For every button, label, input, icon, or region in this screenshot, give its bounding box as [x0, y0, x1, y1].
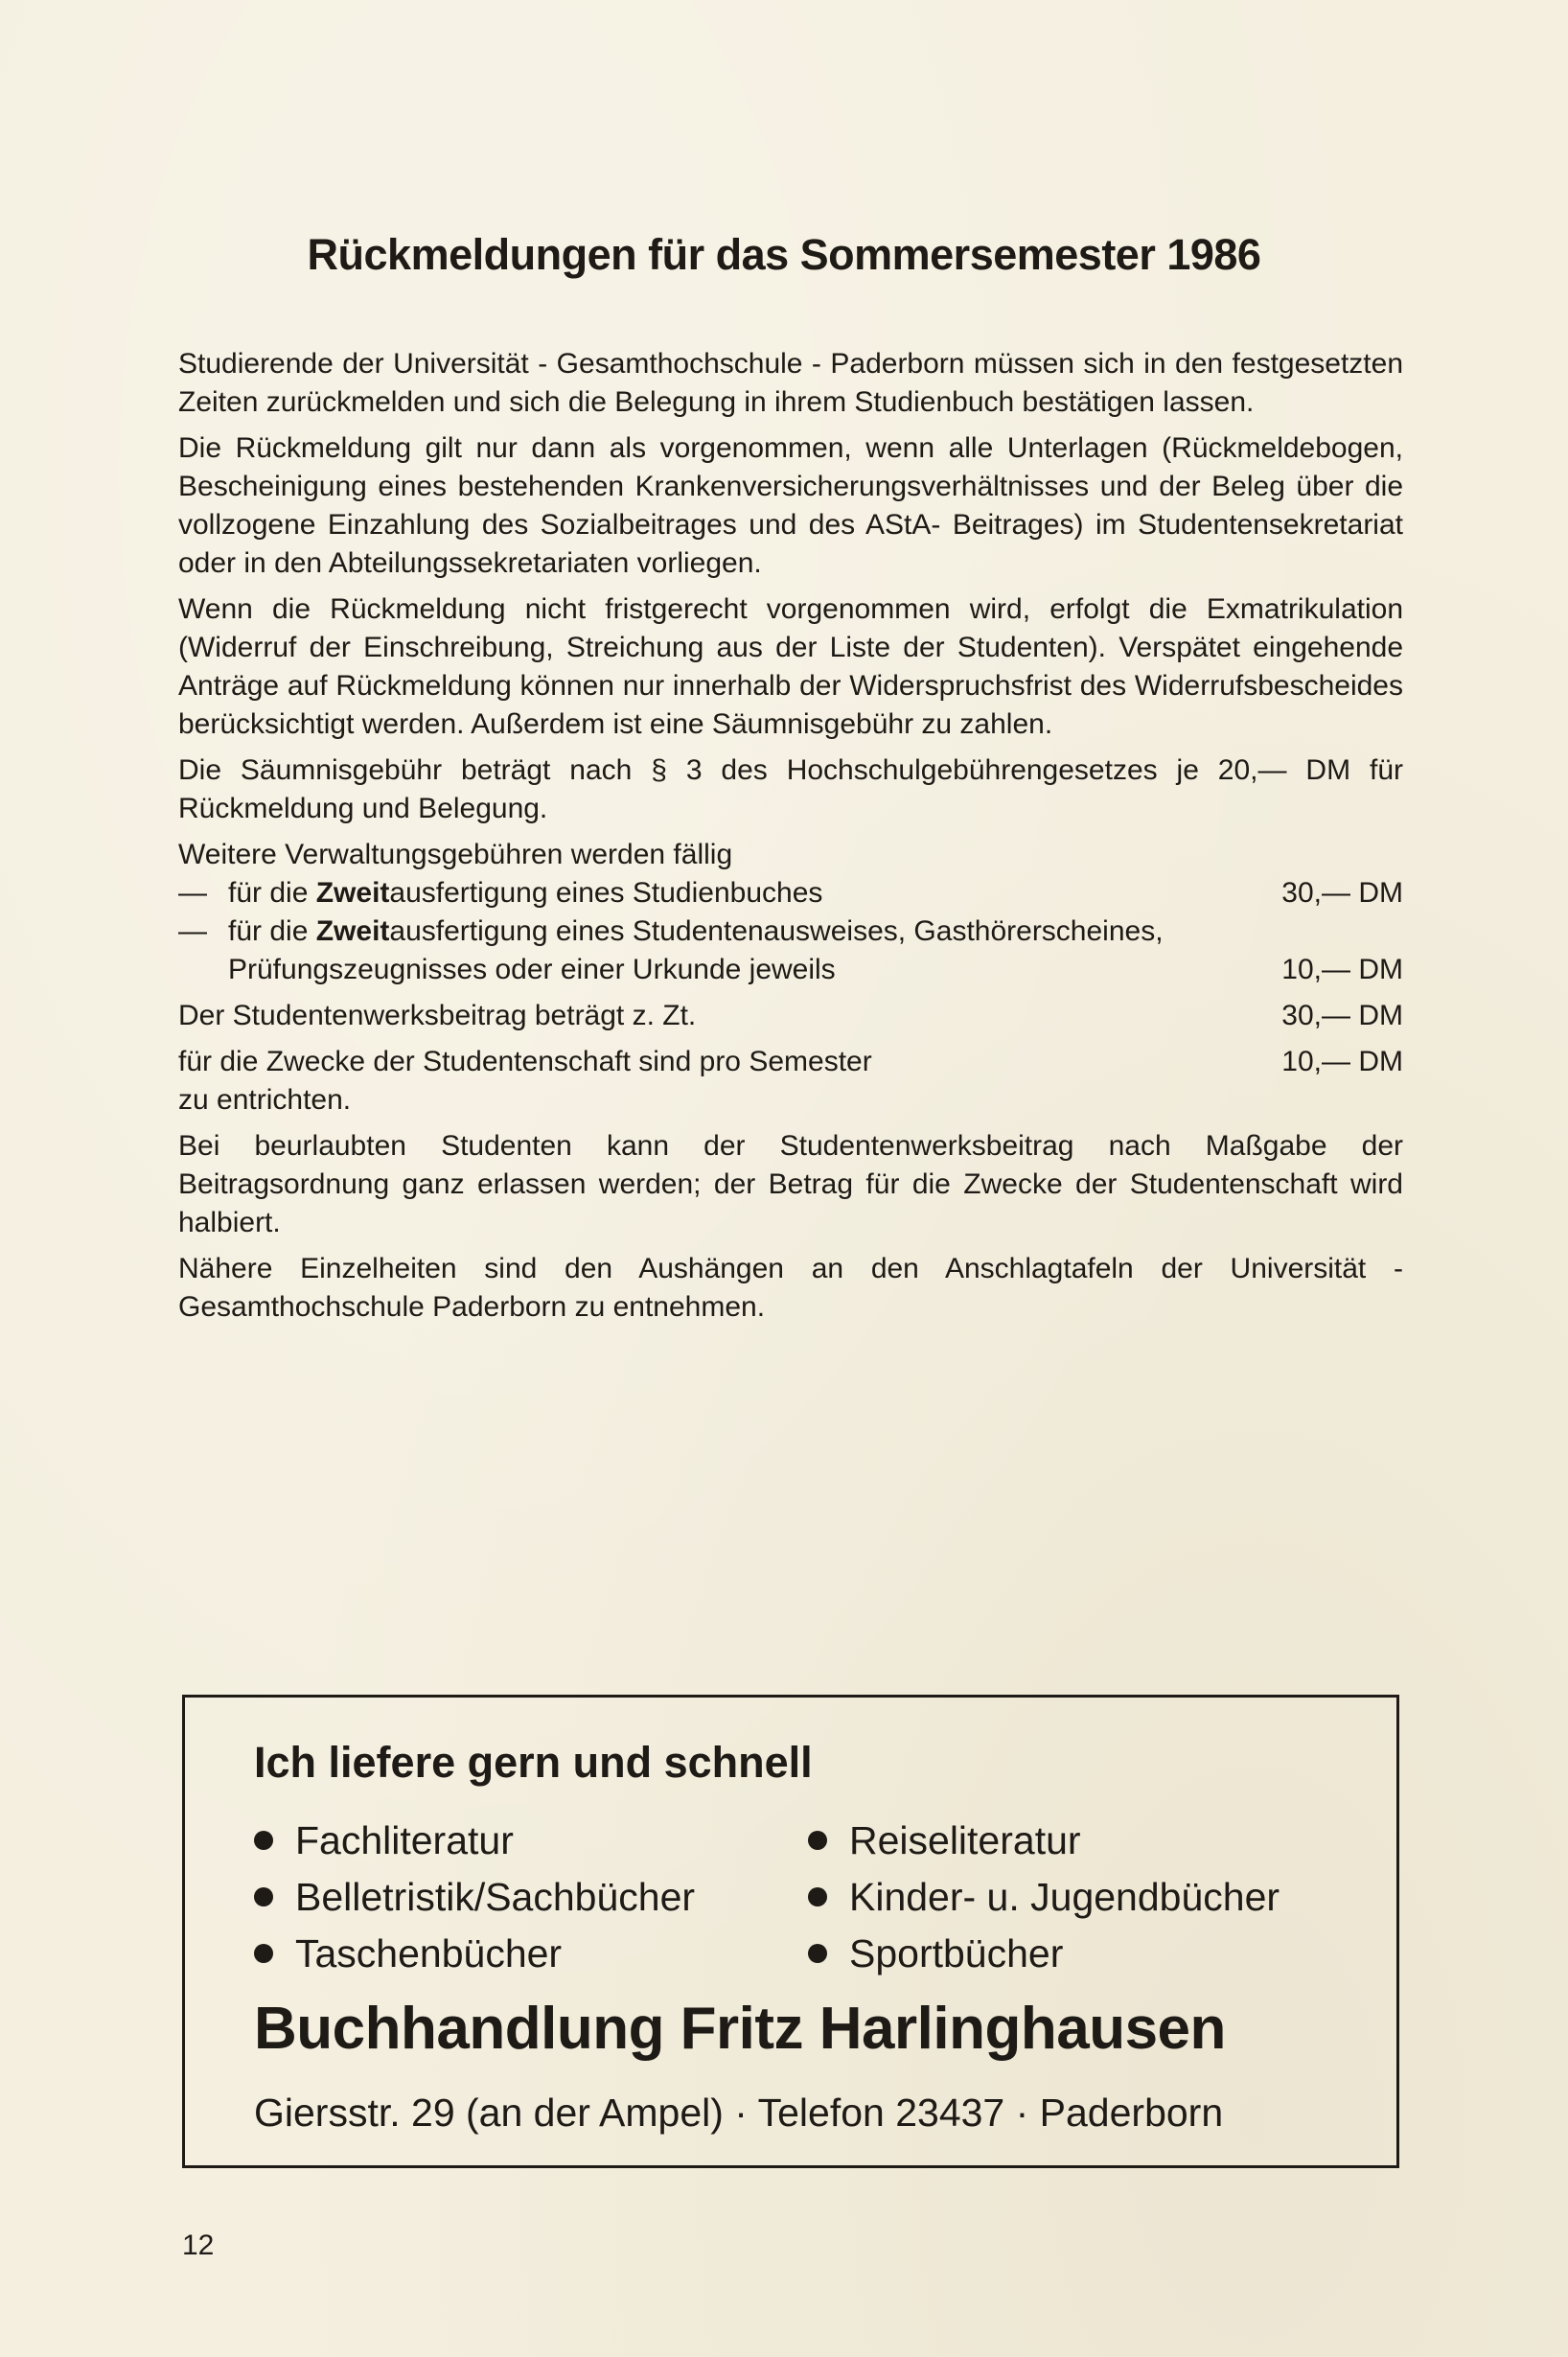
fee-list	[178, 836, 1403, 1120]
list-item: Taschenbücher	[254, 1928, 808, 1979]
fee-amount: 10,— DM	[1281, 1046, 1403, 1077]
bullet-icon	[254, 1944, 273, 1963]
page-number: 12	[182, 2230, 215, 2261]
fee-row	[178, 874, 1403, 913]
fee-row	[178, 913, 1403, 989]
fee-description: für die Zweitausfertigung eines Studienbuches	[228, 877, 823, 909]
paragraph: Nähere Einzelheiten sind den Aushängen an den Anschlagtafeln der Universität - Gesamthochschule Paderborn zu entnehmen.	[178, 1253, 1403, 1323]
shop-address: Giersstr. 29 (an der Ampel) · Telefon 23437 · Paderborn	[254, 2091, 1224, 2135]
bullet-icon	[254, 1831, 273, 1850]
ad-item-list	[254, 1814, 1356, 1979]
list-item: Kinder- u. Jugendbücher	[808, 1871, 1345, 1923]
fee-row	[178, 1043, 1403, 1081]
fee-amount: 30,— DM	[1281, 1000, 1403, 1031]
paragraph: Die Säumnisgebühr beträgt nach § 3 des Hochschulgebührengesetzes je 20,— DM für Rückmeldung und Belegung.	[178, 754, 1403, 824]
fee-amount: 30,— DM	[1281, 877, 1403, 909]
dash: —	[178, 877, 207, 909]
paragraph: Studierende der Universität - Gesamthochschule - Paderborn müssen sich in den festgesetzten Zeiten zurückmelden und sich die Belegung in ihrem Studienbuch bestätigen lassen.	[178, 348, 1403, 418]
paragraph: Bei beurlaubten Studenten kann der Studentenwerksbeitrag nach Maßgabe der Beitragsordnung ganz erlassen werden; der Betrag für die Zwecke der Studentenschaft wird halbiert.	[178, 1130, 1403, 1238]
advertisement-box	[182, 1695, 1399, 2168]
shop-name: Buchhandlung Fritz Harlinghausen	[254, 1996, 1226, 2062]
list-item: Belletristik/Sachbücher	[254, 1871, 808, 1923]
dash: —	[178, 915, 207, 947]
article-body	[178, 345, 1403, 1334]
fee-description: für die Zweitausfertigung eines Studentenausweises, Gasthörerscheines, Prüfungszeugnisses oder einer Urkunde jeweils	[228, 915, 1164, 985]
bullet-icon	[808, 1887, 827, 1906]
list-item: Fachliteratur	[254, 1814, 808, 1866]
fee-row	[178, 997, 1403, 1035]
list-item: Reiseliteratur	[808, 1814, 1345, 1866]
bullet-icon	[808, 1944, 827, 1963]
bullet-icon	[254, 1887, 273, 1906]
fee-intro: Weitere Verwaltungsgebühren werden fällig	[178, 839, 733, 870]
fee-description: Der Studentenwerksbeitrag beträgt z. Zt.	[178, 1000, 697, 1031]
fee-tail: zu entrichten.	[178, 1084, 352, 1116]
list-item: Sportbücher	[808, 1928, 1345, 1979]
paragraph: Wenn die Rückmeldung nicht fristgerecht vorgenommen wird, erfolgt die Exmatrikulation (Widerruf der Einschreibung, Streichung aus der Liste der Studenten). Verspätet eingehende Anträge auf Rückmeldung können nur innerhalb der Widerspruchsfrist des Widerrufsbescheides berücksichtigt werden. Außerdem ist eine Säumnisgebühr zu zahlen.	[178, 593, 1403, 740]
article-title: Rückmeldungen für das Sommersemester 1986	[307, 230, 1261, 279]
paragraph: Die Rückmeldung gilt nur dann als vorgenommen, wenn alle Unterlagen (Rückmeldebogen, Bescheinigung eines bestehenden Krankenversicherungsverhältnisses und der Beleg über die vollzogene Einzahlung des Sozialbeitrages und des AStA- Beitrages) im Studentensekretariat oder in den Abteilungssekretariaten vorliegen.	[178, 432, 1403, 579]
fee-amount: 10,— DM	[1281, 954, 1403, 985]
ad-heading: Ich liefere gern und schnell	[254, 1738, 813, 1787]
bullet-icon	[808, 1831, 827, 1850]
fee-description: für die Zwecke der Studentenschaft sind pro Semester	[178, 1046, 872, 1077]
